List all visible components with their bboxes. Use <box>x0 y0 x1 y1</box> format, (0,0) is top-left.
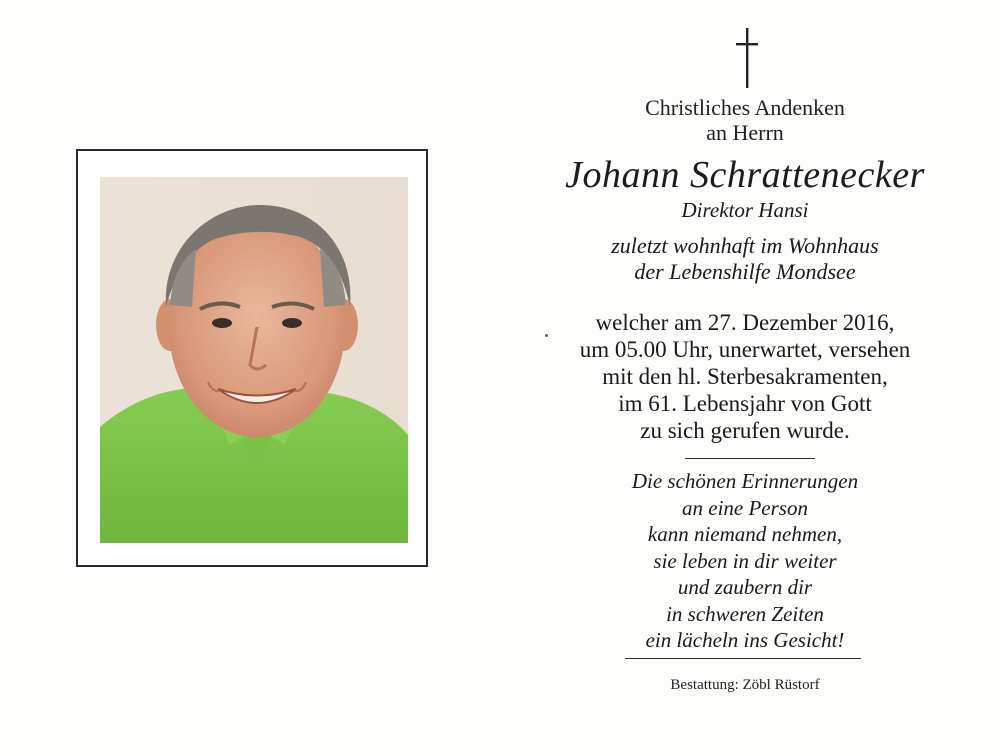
poem-line: kann niemand nehmen, <box>647 522 843 546</box>
poem-line: und zaubern dir <box>677 575 813 599</box>
poem-line: ein lächeln ins Gesicht! <box>645 628 845 652</box>
poem-line: in schweren Zeiten <box>666 601 824 626</box>
death-announcement <box>520 309 970 444</box>
announcement-line: welcher am 27. Dezember 2016, <box>595 310 895 335</box>
cross-icon <box>733 28 761 88</box>
poem-line: an eine Person <box>682 495 808 520</box>
funeral-home-credit: Bestattung: Zöbl Rüstorf <box>670 677 820 693</box>
announcement-line: mit den hl. Sterbesakramenten, <box>602 364 888 389</box>
divider-top <box>685 458 815 459</box>
residence-line: zuletzt wohnhaft im Wohnhaus <box>611 233 879 258</box>
announcement-line: um 05.00 Uhr, unerwartet, versehen <box>579 337 911 362</box>
divider-bottom <box>625 658 861 659</box>
heading-to-mr: an Herrn <box>706 120 784 145</box>
heading-remembrance: Christliches Andenken <box>645 95 845 120</box>
announcement-line: im 61. Lebensjahr von Gott <box>618 391 872 416</box>
deceased-nickname: Direktor Hansi <box>681 198 809 222</box>
announcement-line: zu sich gerufen wurde. <box>640 418 850 443</box>
memorial-poem <box>560 468 930 654</box>
deceased-name: Johann Schrattenecker <box>565 154 925 196</box>
photo-frame <box>76 149 428 567</box>
poem-line: sie leben in dir weiter <box>653 548 837 573</box>
residence-text <box>540 233 950 285</box>
poem-line: Die schönen Erinnerungen <box>631 469 859 493</box>
residence-line: der Lebenshilfe Mondsee <box>634 259 856 284</box>
portrait-photo <box>100 177 408 543</box>
